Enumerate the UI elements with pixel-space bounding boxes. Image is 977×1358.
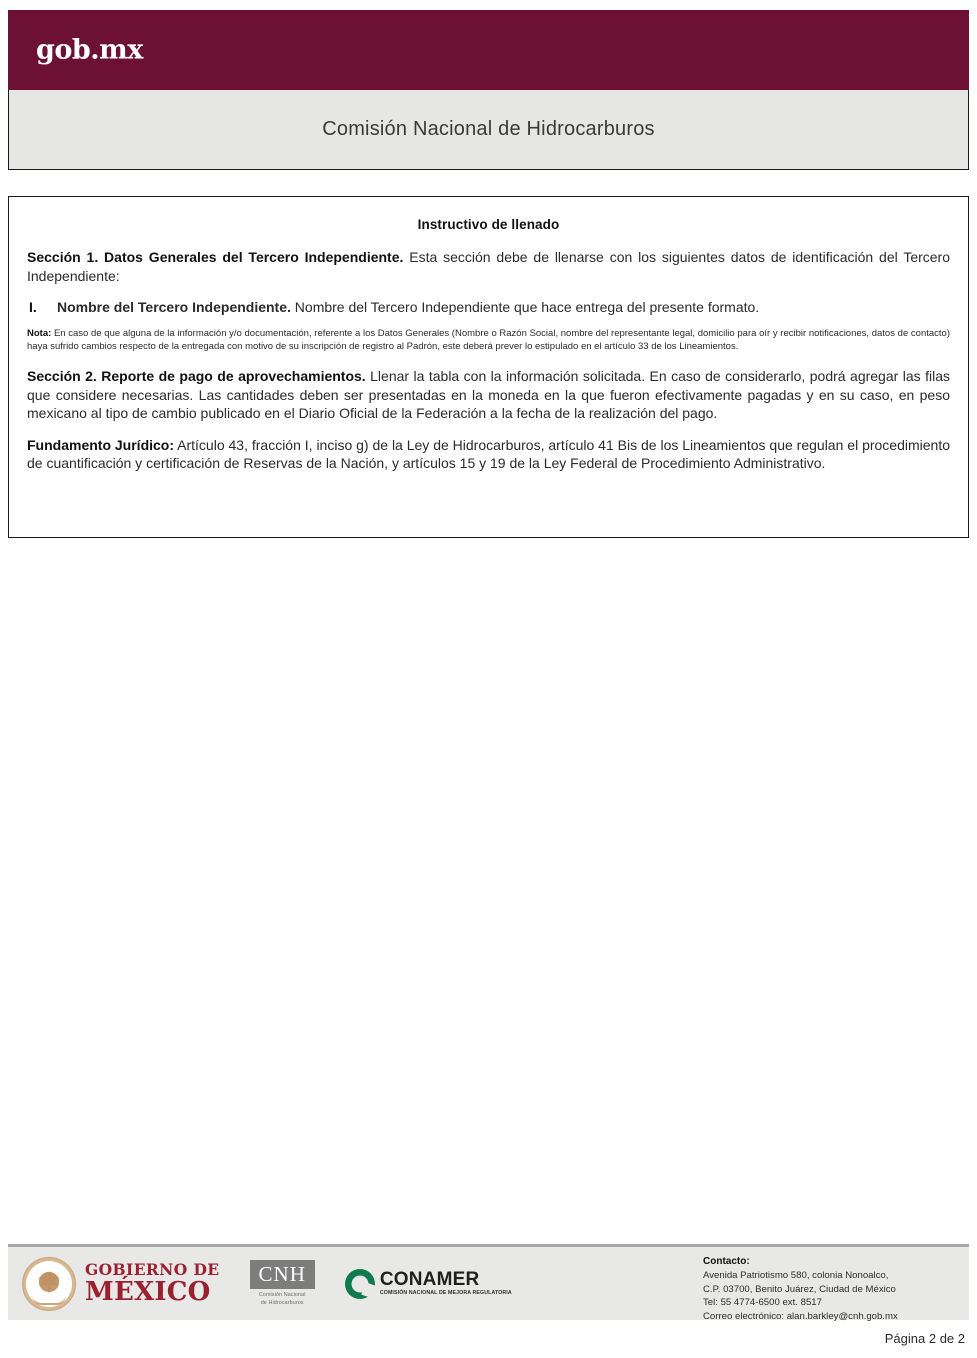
- gobierno-line-1: GOBIERNO DE: [85, 1259, 220, 1279]
- seccion-2-paragraph: [27, 367, 950, 423]
- page-number: Página 2 de 2: [884, 1331, 965, 1346]
- conamer-circle-icon: [345, 1269, 375, 1299]
- nota-paragraph: [27, 327, 950, 353]
- gobierno-line-2: MÉXICO: [85, 1277, 211, 1308]
- cnh-subtitle-line-2: de Hidrocarburos: [260, 1299, 304, 1306]
- gob-mx-header-banner: [8, 10, 969, 90]
- seccion-2-body: Llenar la tabla con la información solicitada. En caso de considerarlo, podrá agregar las filas que considere necesarias. Las cantidades deben ser presentadas en la moneda en la que fueron efectivamente pagadas y en su caso, en peso mexicano al tipo de cambio publicado en el Diario Oficial de la Federación a la fecha de la realización del pago.: [27, 368, 950, 422]
- nota-body: En caso de que alguna de la información y/o documentación, referente a los Datos Generales (Nombre o Razón Social, nombre del representante legal, domicilio para oír y recibir notificaciones, datos de contacto) haya sufrido cambios respecto de la entregada con motivo de su inscripción de registro al Padrón, este deberá prever lo estipulado en el artículo 33 de los Lineamientos.: [27, 327, 950, 352]
- gobierno-de-mexico-logo: [22, 1257, 220, 1311]
- contact-label: Contacto:: [703, 1256, 750, 1267]
- contact-address-line-2: C.P. 03700, Benito Juárez, Ciudad de México: [703, 1283, 896, 1295]
- agency-name-band: [8, 90, 969, 170]
- fundamento-juridico-body: Artículo 43, fracción I, inciso g) de la Ley de Hidrocarburos, artículo 41 Bis de los Lineamientos que regulan el procedimiento de cuantificación y certificación de Reservas de la Nación, y artículos 15 y 19 de la Ley Federal de Procedimiento Administrativo.: [27, 436, 951, 472]
- mexican-eagle-seal-icon: [22, 1257, 76, 1311]
- seccion-2-lead: Sección 2. Reporte de pago de aprovechamientos.: [27, 368, 366, 385]
- list-item-i-text: [57, 298, 950, 317]
- list-item-i-body: Nombre del Tercero Independiente que hace entrega del presente formato.: [290, 299, 760, 316]
- contact-address-line-1: Avenida Patriotismo 580, colonia Nonoalco,: [703, 1270, 889, 1282]
- fundamento-juridico-paragraph: [27, 436, 950, 473]
- nota-lead: Nota:: [27, 327, 52, 339]
- list-item-i: [27, 298, 950, 317]
- seccion-1-body: Esta sección debe de llenarse con los siguientes datos de identificación del Tercero Independiente:: [27, 249, 950, 284]
- contact-email: Correo electrónico: alan.barkley@cnh.gob.mx: [703, 1311, 898, 1323]
- gobierno-de-mexico-wordmark: [85, 1259, 220, 1308]
- list-item-i-lead: Nombre del Tercero Independiente.: [57, 299, 291, 316]
- conamer-name: CONAMER: [379, 1269, 480, 1291]
- cnh-logo: [250, 1260, 315, 1307]
- contact-block: [703, 1255, 961, 1324]
- agency-title: Comisión Nacional de Hidrocarburos: [322, 118, 655, 140]
- list-item-i-numeral: I.: [29, 299, 37, 316]
- contact-phone: Tel: 55 4774-6500 ext. 8517: [703, 1297, 822, 1309]
- instructions-content-box: [8, 196, 969, 538]
- gob-mx-logo: gob.mx: [36, 34, 143, 66]
- seccion-1-lead: Sección 1. Datos Generales del Tercero Independiente.: [27, 249, 404, 265]
- seccion-1-paragraph: [27, 248, 950, 285]
- conamer-subtitle: COMISIÓN NACIONAL DE MEJORA REGULATORIA: [379, 1290, 512, 1297]
- cnh-acronym: CNH: [250, 1260, 315, 1289]
- page-footer: [8, 1244, 969, 1323]
- conamer-logo: [345, 1269, 512, 1299]
- cnh-subtitle-line-1: Comisión Nacional: [258, 1292, 306, 1299]
- conamer-wordmark: [380, 1270, 512, 1296]
- cnh-subtitle: [250, 1292, 315, 1307]
- page-title: Instructivo de llenado: [417, 217, 560, 232]
- fundamento-juridico-lead: Fundamento Jurídico:: [27, 436, 175, 453]
- footer-logo-group: [22, 1247, 512, 1320]
